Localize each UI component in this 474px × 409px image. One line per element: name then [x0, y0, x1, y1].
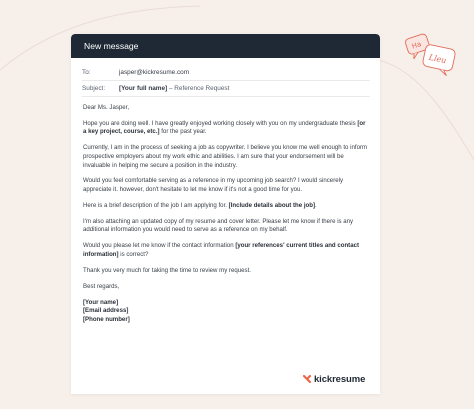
subject-field[interactable]: [119, 85, 229, 92]
bubble-text: Ha: [410, 40, 423, 51]
kickresume-logo: [302, 372, 376, 386]
placeholder-project: [or a key project, course, etc.]: [83, 119, 366, 136]
signature-name: [Your name]: [83, 298, 119, 306]
brand-name: kickresume: [314, 373, 366, 385]
subject-rest: – Reference Request: [167, 85, 230, 92]
chat-bubbles-icon: [404, 30, 460, 78]
subject-placeholder: [Your full name]: [119, 85, 168, 92]
kickresume-mark-icon: [302, 374, 312, 384]
to-field[interactable]: jasper@kickresume.com: [119, 69, 190, 76]
placeholder-job-details: [Include details about the job]: [228, 201, 315, 209]
paragraph-2: Currently, I am in the process of seeking a job as copywriter. I believe you know me well enough to inform prospective employers about my work ethic and abilities. I am sure that your endorsement will be invaluable in helping me secure a position in the industry.: [83, 144, 368, 169]
paragraph-1: Hope you are doing well. I have greatly enjoyed working closely with you on my undergraduate thesis [or a key project, course, etc.] for the past year.: [83, 119, 366, 136]
paragraph-4: Here is a brief description of the job I am applying for. [Include details about the job].: [83, 201, 317, 209]
window-title: New message: [71, 34, 380, 58]
signature-phone: [Phone number]: [83, 315, 130, 323]
paragraph-5: I'm also attaching an updated copy of my resume and cover letter. Please let me know if there is any additional information you would need to serve as a reference on my behalf.: [83, 217, 354, 234]
paragraph-6: Would you please let me know if the contact information [your references' current titles and contact information] is correct?: [83, 242, 360, 258]
closing: Best regards,: [83, 282, 120, 290]
signature-email: [Email address]: [83, 307, 129, 315]
greeting: Dear Ms. Jasper,: [83, 104, 130, 111]
paragraph-7: Thank you very much for taking the time to review my request.: [83, 266, 251, 274]
paragraph-3: Would you feel comfortable serving as a reference in my upcoming job search? I would sincerely appreciate it. however, don't hesitate to let me know if it's not a good time for you.: [83, 177, 344, 194]
subject-label: Subject:: [82, 85, 106, 92]
to-label: To:: [82, 69, 91, 76]
placeholder-references: [your references' current titles and contact information]: [83, 242, 360, 258]
email-compose-window: [71, 34, 380, 394]
signature: [83, 299, 370, 325]
to-row[interactable]: [82, 65, 370, 81]
bubble2-text: Lleu: [427, 52, 448, 66]
message-body[interactable]: [71, 97, 380, 324]
subject-row[interactable]: [82, 81, 370, 97]
